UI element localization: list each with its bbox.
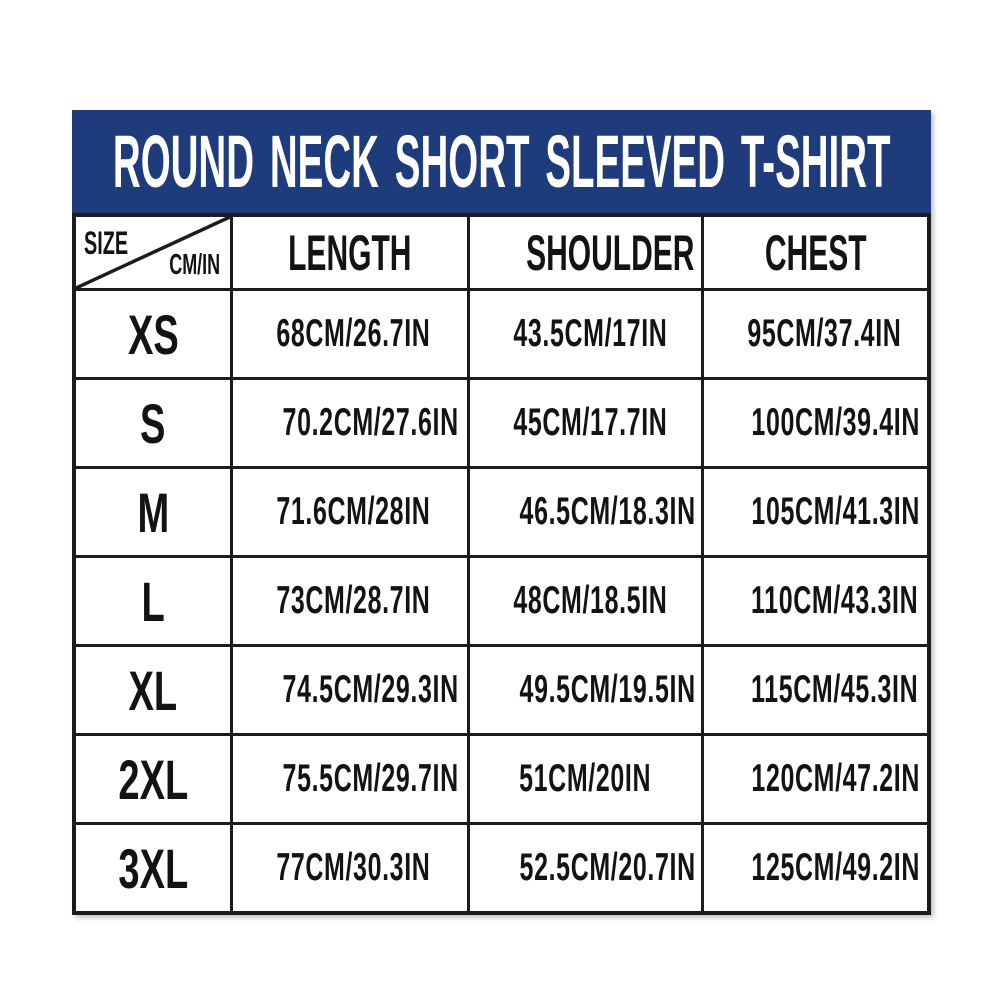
chest-cell bbox=[702, 824, 929, 914]
chest-cell bbox=[702, 557, 929, 646]
shoulder-cell bbox=[468, 735, 702, 824]
shoulder-value: 46.5CM/18.3IN bbox=[519, 490, 696, 533]
chest-value: 120CM/47.2IN bbox=[751, 757, 920, 800]
corner-unit-label: CM/IN bbox=[168, 249, 220, 281]
length-value: 77CM/30.3IN bbox=[276, 846, 431, 889]
length-cell bbox=[231, 379, 468, 468]
title-banner bbox=[72, 110, 931, 213]
shoulder-cell bbox=[468, 468, 702, 557]
column-header-label: LENGTH bbox=[288, 224, 412, 281]
length-value: 71.6CM/28IN bbox=[276, 490, 431, 533]
table-row-m bbox=[74, 468, 929, 557]
size-unit-corner-cell bbox=[74, 215, 231, 290]
chest-value: 105CM/41.3IN bbox=[751, 490, 920, 533]
chest-value: 95CM/37.4IN bbox=[747, 312, 902, 355]
length-cell bbox=[231, 646, 468, 735]
shoulder-cell bbox=[468, 824, 702, 914]
size-label: S bbox=[140, 391, 166, 455]
length-value: 68CM/26.7IN bbox=[276, 312, 431, 355]
table-row-xs bbox=[74, 290, 929, 379]
size-label: XS bbox=[127, 302, 179, 366]
length-cell bbox=[231, 735, 468, 824]
size-cell bbox=[74, 290, 231, 379]
table-row-2xl bbox=[74, 735, 929, 824]
column-header-shoulder bbox=[468, 215, 702, 290]
shoulder-cell bbox=[468, 557, 702, 646]
table-row-xl bbox=[74, 646, 929, 735]
chest-value: 115CM/45.3IN bbox=[750, 668, 919, 711]
shoulder-cell bbox=[468, 646, 702, 735]
size-cell bbox=[74, 379, 231, 468]
chest-value: 125CM/49.2IN bbox=[751, 846, 920, 889]
shoulder-value: 49.5CM/19.5IN bbox=[519, 668, 696, 711]
size-label: XL bbox=[128, 658, 178, 722]
shoulder-value: 52.5CM/20.7IN bbox=[519, 846, 696, 889]
table-row-l bbox=[74, 557, 929, 646]
header-row bbox=[74, 215, 929, 290]
shoulder-value: 43.5CM/17IN bbox=[512, 312, 668, 355]
size-cell bbox=[74, 824, 231, 914]
table-row-s bbox=[74, 379, 929, 468]
size-cell bbox=[74, 735, 231, 824]
chest-cell bbox=[702, 646, 929, 735]
size-label: L bbox=[141, 569, 165, 633]
page-title: ROUND NECK SHORT SLEEVED T-SHIRT bbox=[112, 120, 891, 203]
shoulder-cell bbox=[468, 379, 702, 468]
size-label: 3XL bbox=[117, 836, 188, 900]
column-header-length bbox=[231, 215, 468, 290]
length-cell bbox=[231, 824, 468, 914]
corner-size-label: SIZE bbox=[84, 225, 129, 261]
shoulder-value: 51CM/20IN bbox=[519, 757, 652, 800]
column-header-label: CHEST bbox=[764, 224, 867, 281]
size-chart bbox=[72, 110, 931, 915]
size-cell bbox=[74, 468, 231, 557]
column-header-label: SHOULDER bbox=[525, 224, 695, 281]
size-chart-table bbox=[72, 213, 931, 915]
size-label: M bbox=[137, 480, 169, 544]
length-value: 73CM/28.7IN bbox=[276, 579, 431, 622]
length-cell bbox=[231, 468, 468, 557]
chest-cell bbox=[702, 379, 929, 468]
shoulder-cell bbox=[468, 290, 702, 379]
chest-cell bbox=[702, 735, 929, 824]
chest-value: 100CM/39.4IN bbox=[751, 401, 920, 444]
length-cell bbox=[231, 290, 468, 379]
shoulder-value: 45CM/17.7IN bbox=[512, 401, 668, 444]
chest-value: 110CM/43.3IN bbox=[750, 579, 919, 622]
table-row-3xl bbox=[74, 824, 929, 914]
size-cell bbox=[74, 557, 231, 646]
shoulder-value: 48CM/18.5IN bbox=[512, 579, 668, 622]
length-value: 74.5CM/29.3IN bbox=[282, 668, 459, 711]
length-value: 70.2CM/27.6IN bbox=[282, 401, 459, 444]
chest-cell bbox=[702, 468, 929, 557]
column-header-chest bbox=[702, 215, 929, 290]
length-cell bbox=[231, 557, 468, 646]
size-cell bbox=[74, 646, 231, 735]
length-value: 75.5CM/29.7IN bbox=[282, 757, 459, 800]
size-label: 2XL bbox=[117, 747, 188, 811]
chest-cell bbox=[702, 290, 929, 379]
